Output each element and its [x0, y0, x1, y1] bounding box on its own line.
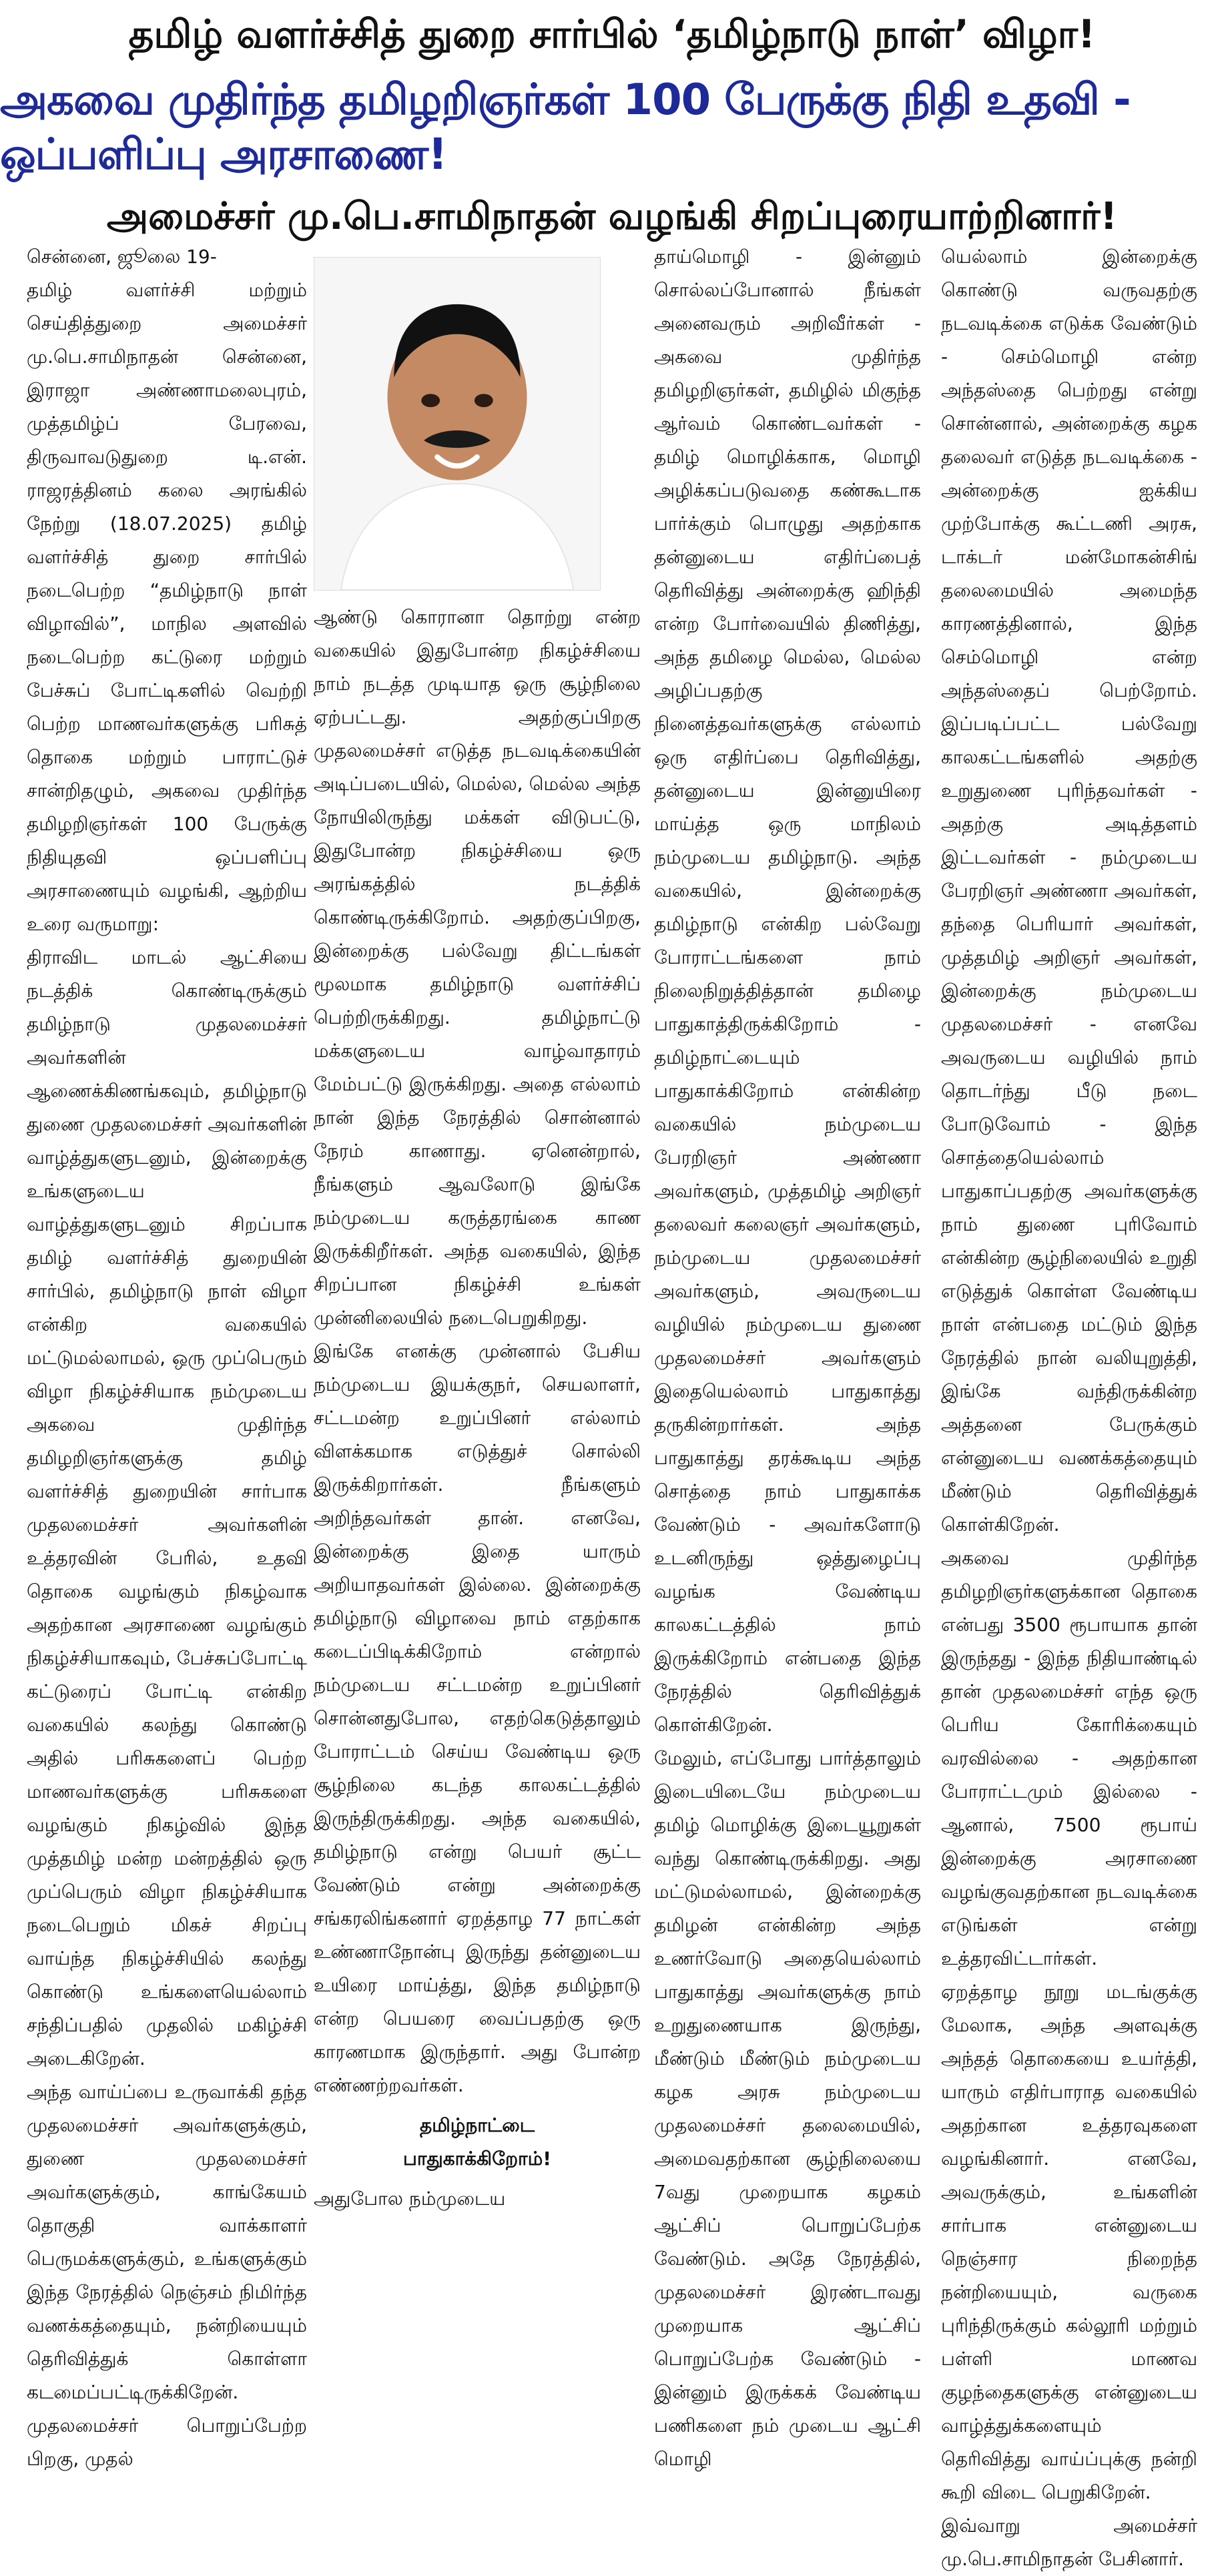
c2-paragraph-2: இங்கே எனக்கு முன்னால் பேசிய நம்முடைய இயக்குநர், செயலாளர், சட்டமன்ற உறுப்பினர் எல்லாம் விளக்கமாக எடுத்துச் சொல்லி இருக்கிறார்கள். நீங்களும் அறிந்தவர்கள் தான். எனவே, இன்றைக்கு இதை யாரும் அறியாதவர்கள் இல்லை. இன்றைக்கு தமிழ்நாடு விழாவை நாம் எதற்காக கடைப்பிடிக்கிறோம் என்றால் நம்முடைய சட்டமன்ற உறுப்பினர் சொன்னதுபோல, எதற்கெடுத்தாலும் போராட்டம் செய்ய வேண்டிய ஒரு சூழ்நிலை கடந்த காலகட்டத்தில் இருந்திருக்கிறது. அந்த வகையில், தமிழ்நாடு என்று பெயர் சூட்ட வேண்டும் என்று அன்றைக்கு சங்கரலிங்கனார் ஏறத்தாழ 77 நாட்கள் உண்ணாநோன்பு இருந்து தன்னுடைய உயிரை மாய்த்து, இந்த தமிழ்நாடு என்ற பெயரை வைப்பதற்கு ஒரு காரணமாக இருந்தார். அது போன்ற எண்ணற்றவர்கள்.: [314, 1340, 641, 2096]
headline-line-1: தமிழ் வளர்ச்சித் துறை சார்பில் ‘தமிழ்நாடு நாள்’ விழா!: [128, 11, 1096, 57]
c1-paragraph-4: முதலமைச்சர் பொறுப்பேற்ற பிறகு, முதல்: [27, 2414, 307, 2470]
c2-paragraph-tail: அதுபோல நம்முடைய: [314, 2188, 506, 2210]
c4-paragraph-2: அகவை முதிர்ந்த தமிழறிஞர்களுக்கான தொகை என்பது 3500 ரூபாயாக தான் இருந்தது - இந்த நிதியாண்டில் தான் முதலமைச்சர் எந்த ஒரு பெரிய கோரிக்கையும் வரவில்லை - அதற்கான போராட்டமும் இல்லை - ஆனால், 7500 ரூபாய் இன்றைக்கு அரசாணை வழங்குவதற்கான நடவடிக்கை எடுங்கள் என்று உத்தரவிட்டார்கள்.: [941, 1547, 1197, 1969]
article-column-2: [314, 601, 641, 2216]
section-subheading: தமிழ்நாட்டை பாதுகாக்கிறோம்!: [402, 2114, 551, 2170]
article-column-4: [941, 240, 1197, 2576]
c4-paragraph-1: யெல்லாம் இன்றைக்கு கொண்டு வருவதற்கு நடவடிக்கை எடுக்க வேண்டும் - செம்மொழி என்ற அந்தஸ்தை பெற்றது என்று சொன்னால், அன்றைக்கு கழக தலைவர் எடுத்த நடவடிக்கை - அன்றைக்கு ஐக்கிய முற்போக்கு கூட்டணி அரசு, டாக்டர் மன்மோகன்சிங் தலைமையில் அமைந்த காரணத்தினால், இந்த செம்மொழி என்ற அந்தஸ்தைப் பெற்றோம். இப்படிப்பட்ட பல்வேறு காலகட்டங்களில் அதற்கு உறுதுணை புரிந்தவர்கள் - அதற்கு அடித்தளம் இட்டவர்கள் - நம்முடைய பேரறிஞர் அண்ணா அவர்கள், தந்தை பெரியார் அவர்கள், முத்தமிழ் அறிஞர் அவர்கள், இன்றைக்கு நம்முடைய முதலமைச்சர் - எனவே அவருடைய வழியில் நாம் தொடர்ந்து பீடு நடை போடுவோம் - இந்த சொத்தையெல்லாம் பாதுகாப்பதற்கு அவர்களுக்கு நாம் துணை புரிவோம் என்கின்ற சூழ்நிலையில் உறுதி எடுத்துக் கொள்ள வேண்டிய நாள் என்பதை மட்டும் இந்த நேரத்தில் நான் வலியுறுத்தி, இங்கே வந்திருக்கின்ற அத்தனை பேருக்கும் என்னுடைய வணக்கத்தையும் மீண்டும் தெரிவித்துக் கொள்கிறேன்.: [941, 246, 1197, 1536]
headline-line-2: அகவை முதிர்ந்த தமிழறிஞர்கள் 100 பேருக்கு நிதி உதவி - ஒப்பளிப்பு அரசாணை!: [0, 75, 1131, 180]
minister-photo: [314, 257, 601, 591]
c2-paragraph-1: ஆண்டு கொரானா தொற்று என்ற வகையில் இதுபோன்ற நிகழ்ச்சியை நாம் நடத்த முடியாத ஒரு சூழ்நிலை ஏற்பட்டது. அதற்குப்பிறகு முதலமைச்சர் எடுத்த நடவடிக்கையின் அடிப்படையில், மெல்ல, மெல்ல அந்த நோயிலிருந்து மக்கள் விடுபட்டு, இதுபோன்ற நிகழ்ச்சியை ஒரு அரங்கத்தில் நடத்திக் கொண்டிருக்கிறோம். அதற்குப்பிறகு, இன்றைக்கு பல்வேறு திட்டங்கள் மூலமாக தமிழ்நாடு வளர்ச்சிப் பெற்றிருக்கிறது. தமிழ்நாட்டு மக்களுடைய வாழ்வாதாரம் மேம்பட்டு இருக்கிறது. அதை எல்லாம் நான் இந்த நேரத்தில் சொன்னால் நேரம் காணாது. ஏனென்றால், நீங்களும் ஆவலோடு இங்கே நம்முடைய கருத்தரங்கை காண இருக்கிறீர்கள். அந்த வகையில், இந்த சிறப்பான நிகழ்ச்சி உங்கள் முன்னிலையில் நடைபெறுகிறது.: [314, 606, 641, 1329]
article-column-3: [654, 240, 921, 2476]
portrait-illustration: [314, 258, 600, 590]
c3-paragraph-2: மேலும், எப்போது பார்த்தாலும் இடையிடையே நம்முடைய தமிழ் மொழிக்கு இடையூறுகள் வந்து கொண்டிருக்கிறது. அது மட்டுமல்லாமல், இன்றைக்கு தமிழன் என்கின்ற அந்த உணர்வோடு அதையெல்லாம் பாதுகாத்து அவர்களுக்கு நாம் உறுதுணையாக இருந்து, மீண்டும் மீண்டும் நம்முடைய கழக அரசு நம்முடைய முதலமைச்சர் தலைமையில், அமைவதற்கான சூழ்நிலையை 7வது முறையாக கழகம் ஆட்சிப் பொறுப்பேற்க வேண்டும். அதே நேரத்தில், முதலமைச்சர் இரண்டாவது முறையாக ஆட்சிப் பொறுப்பேற்க வேண்டும் - இன்னும் இருக்கக் வேண்டிய பணிகளை நம் முடைய ஆட்சி மொழி: [654, 1747, 921, 2470]
article-column-1: [27, 240, 307, 2476]
c4-paragraph-3: ஏறத்தாழ நூறு மடங்குக்கு மேலாக, அந்த அளவுக்கு அந்தத் தொகையை உயர்த்தி, யாரும் எதிர்பாராத வகையில் அதற்கான உத்தரவுகளை வழங்கினார். எனவே, அவருக்கும், உங்களின் சார்பாக என்னுடைய நெஞ்சார நிறைந்த நன்றியையும், வருகை புரிந்திருக்கும் கல்லூரி மற்றும் பள்ளி மாணவ குழந்தைகளுக்கு என்னுடைய வாழ்த்துக்களையும் தெரிவித்து வாய்ப்புக்கு நன்றி கூறி விடை பெறுகிறேன்.: [941, 1981, 1197, 2503]
left-eye: [421, 394, 440, 407]
c4-paragraph-4: இவ்வாறு அமைச்சர் மு.பெ.சாமிநாதன் பேசினார்.: [941, 2515, 1197, 2570]
c3-paragraph-1: தாய்மொழி - இன்னும் சொல்லப்போனால் நீங்கள் அனைவரும் அறிவீர்கள் - அகவை முதிர்ந்த தமிழறிஞர்கள், தமிழில் மிகுந்த ஆர்வம் கொண்டவர்கள் - தமிழ் மொழிக்காக, மொழி அழிக்கப்படுவதை கண்கூடாக பார்க்கும் பொழுது அதற்காக தன்னுடைய எதிர்ப்பைத் தெரிவித்து அன்றைக்கு ஹிந்தி என்ற போர்வையில் திணித்து, அந்த தமிழை மெல்ல, மெல்ல அழிப்பதற்கு நினைத்தவர்களுக்கு எல்லாம் ஒரு எதிர்ப்பை தெரிவித்து, தன்னுடைய இன்னுயிரை மாய்த்த ஒரு மாநிலம் நம்முடைய தமிழ்நாடு. அந்த வகையில், இன்றைக்கு தமிழ்நாடு என்கிற பல்வேறு போராட்டங்களை நாம் நிலைநிறுத்தித்தான் தமிழை பாதுகாத்திருக்கிறோம் - தமிழ்நாட்டையும் பாதுகாக்கிறோம் என்கின்ற வகையில் நம்முடைய பேரறிஞர் அண்ணா அவர்களும், முத்தமிழ் அறிஞர் தலைவர் கலைஞர் அவர்களும், நம்முடைய முதலமைச்சர் அவர்களும், அவருடைய வழியில் நம்முடைய துணை முதலமைச்சர் அவர்களும் இதையெல்லாம் பாதுகாத்து தருகின்றார்கள். அந்த பாதுகாத்து தரக்கூடிய அந்த சொத்தை நாம் பாதுகாக்க வேண்டும் - அவர்களோடு உடனிருந்து ஒத்துழைப்பு வழங்க வேண்டிய காலகட்டத்தில் நாம் இருக்கிறோம் என்பதை இந்த நேரத்தில் தெரிவித்துக் கொள்கிறேன்.: [654, 246, 921, 1736]
headline-line-3: அமைச்சர் மு.பெ.சாமிநாதன் வழங்கி சிறப்புரையாற்றினார்!: [106, 195, 1118, 238]
c1-paragraph-2: திராவிட மாடல் ஆட்சியை நடத்திக் கொண்டிருக்கும் தமிழ்நாடு முதலமைச்சர் அவர்களின் ஆணைக்கிணங்கவும், தமிழ்நாடு துணை முதலமைச்சர் அவர்களின் வாழ்த்துகளுடனும், இன்றைக்கு உங்களுடைய வாழ்த்துகளுடனும் சிறப்பாக தமிழ் வளர்ச்சித் துறையின் சார்பில், தமிழ்நாடு நாள் விழா என்கிற வகையில் மட்டுமல்லாமல், ஒரு முப்பெரும் விழா நிகழ்ச்சியாக நம்முடைய அகவை முதிர்ந்த தமிழறிஞர்களுக்கு தமிழ் வளர்ச்சித் துறையின் சார்பாக முதலமைச்சர் அவர்களின் உத்தரவின் பேரில், உதவி தொகை வழங்கும் நிகழ்வாக அதற்கான அரசாணை வழங்கும் நிகழ்ச்சியாகவும், பேச்சுப்போட்டி கட்டுரைப் போட்டி என்கிற வகையில் கலந்து கொண்டு அதில் பரிசுகளைப் பெற்ற மாணவர்களுக்கு பரிசுகளை வழங்கும் நிகழ்வில் இந்த முத்தமிழ் மன்ற மன்றத்தில் ஒரு முப்பெரும் விழா நிகழ்ச்சியாக நடைபெறும் மிகச் சிறப்பு வாய்ந்த நிகழ்ச்சியில் கலந்து கொண்டு உங்களையெல்லாம் சந்திப்பதில் முதலில் மகிழ்ச்சி அடைகிறேன்.: [27, 946, 307, 2069]
c1-paragraph-1: சென்னை, ஜூலை 19- தமிழ் வளர்ச்சி மற்றும் செய்தித்துறை அமைச்சர் மு.பெ.சாமிநாதன் சென்னை, இராஜா அண்ணாமலைபுரம், முத்தமிழ்ப் பேரவை, திருவாவடுதுறை டி.என். ராஜரத்தினம் கலை அரங்கில் நேற்று (18.07.2025) தமிழ் வளர்ச்சித் துறை சார்பில் நடைபெற்ற “தமிழ்நாடு நாள் விழாவில்”, மாநில அளவில் நடைபெற்ற கட்டுரை மற்றும் பேச்சுப் போட்டிகளில் வெற்றி பெற்ற மாணவர்களுக்கு பரிசுத் தொகை மற்றும் பாராட்டுச் சான்றிதழும், அகவை முதிர்ந்த தமிழறிஞர்கள் 100 பேருக்கு நிதியுதவி ஒப்பளிப்பு அரசாணையும் வழங்கி, ஆற்றிய உரை வருமாறு:: [27, 246, 307, 935]
c1-paragraph-3: அந்த வாய்ப்பை உருவாக்கி தந்த முதலமைச்சர் அவர்களுக்கும், துணை முதலமைச்சர் அவர்களுக்கும், காங்கேயம் தொகுதி வாக்காளர் பெருமக்களுக்கும், உங்களுக்கும் இந்த நேரத்தில் நெஞ்சம் நிமிர்ந்த வணக்கத்தையும், நன்றியையும் தெரிவித்துக் கொள்ளா கடமைப்பட்டிருக்கிறேன்.: [27, 2081, 307, 2403]
right-eye: [475, 394, 493, 407]
